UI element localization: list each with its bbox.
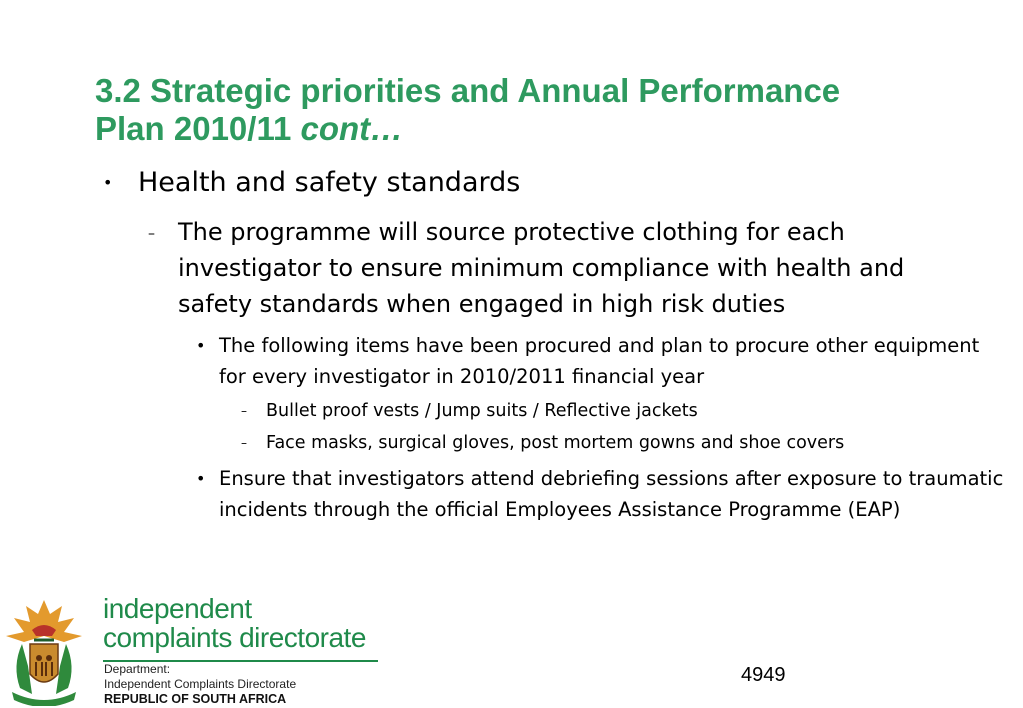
bullet-items-procured [196, 330, 1009, 392]
page-number: 4949 [741, 664, 786, 686]
slide-title [95, 72, 995, 148]
bullet-marker: • [196, 336, 206, 355]
bullet-text: Bullet proof vests / Jump suits / Reflective jackets [266, 401, 698, 421]
dash-marker: – [241, 436, 247, 450]
bullet-text: Ensure that investigators attend debriefing sessions after exposure to traumatic incidents through the official Employees Assistance Programme (EAP) [219, 467, 1004, 521]
title-line-2-plain: Plan 2010/11 [95, 110, 301, 147]
dash-marker: – [148, 226, 155, 242]
dash-marker: – [241, 404, 247, 418]
bullet-text: The programme will source protective clothing for each investigator to ensure minimum compliance with health and safety standards when engaged in high risk duties [178, 218, 905, 318]
title-line-2 [95, 110, 995, 148]
coat-of-arms-icon [2, 596, 86, 706]
bullet-masks [241, 428, 966, 458]
bullet-text: Health and safety standards [138, 167, 521, 198]
title-line-1: 3.2 Strategic priorities and Annual Performance [95, 72, 841, 109]
bullet-programme [148, 214, 968, 322]
title-line-2-italic: cont… [300, 110, 404, 147]
bullet-text: Face masks, surgical gloves, post mortem gowns and shoe covers [266, 433, 845, 453]
footer-logo [0, 588, 400, 708]
department-label [104, 662, 296, 692]
bullet-marker: • [196, 469, 206, 488]
bullet-text: The following items have been procured and plan to procure other equipment for every investigator in 2010/2011 financial year [219, 334, 980, 388]
brand-line-1: independent [103, 593, 252, 624]
bullet-vests [241, 396, 966, 426]
department-country: REPUBLIC OF SOUTH AFRICA [104, 692, 287, 706]
department-line-2: Independent Complaints Directorate [104, 677, 297, 691]
bullet-health-safety [103, 166, 998, 200]
brand-line-2: complaints directorate [103, 622, 366, 653]
department-line-1: Department: [104, 662, 171, 676]
bullet-marker: • [103, 173, 113, 192]
bullet-debriefing [196, 463, 1009, 525]
